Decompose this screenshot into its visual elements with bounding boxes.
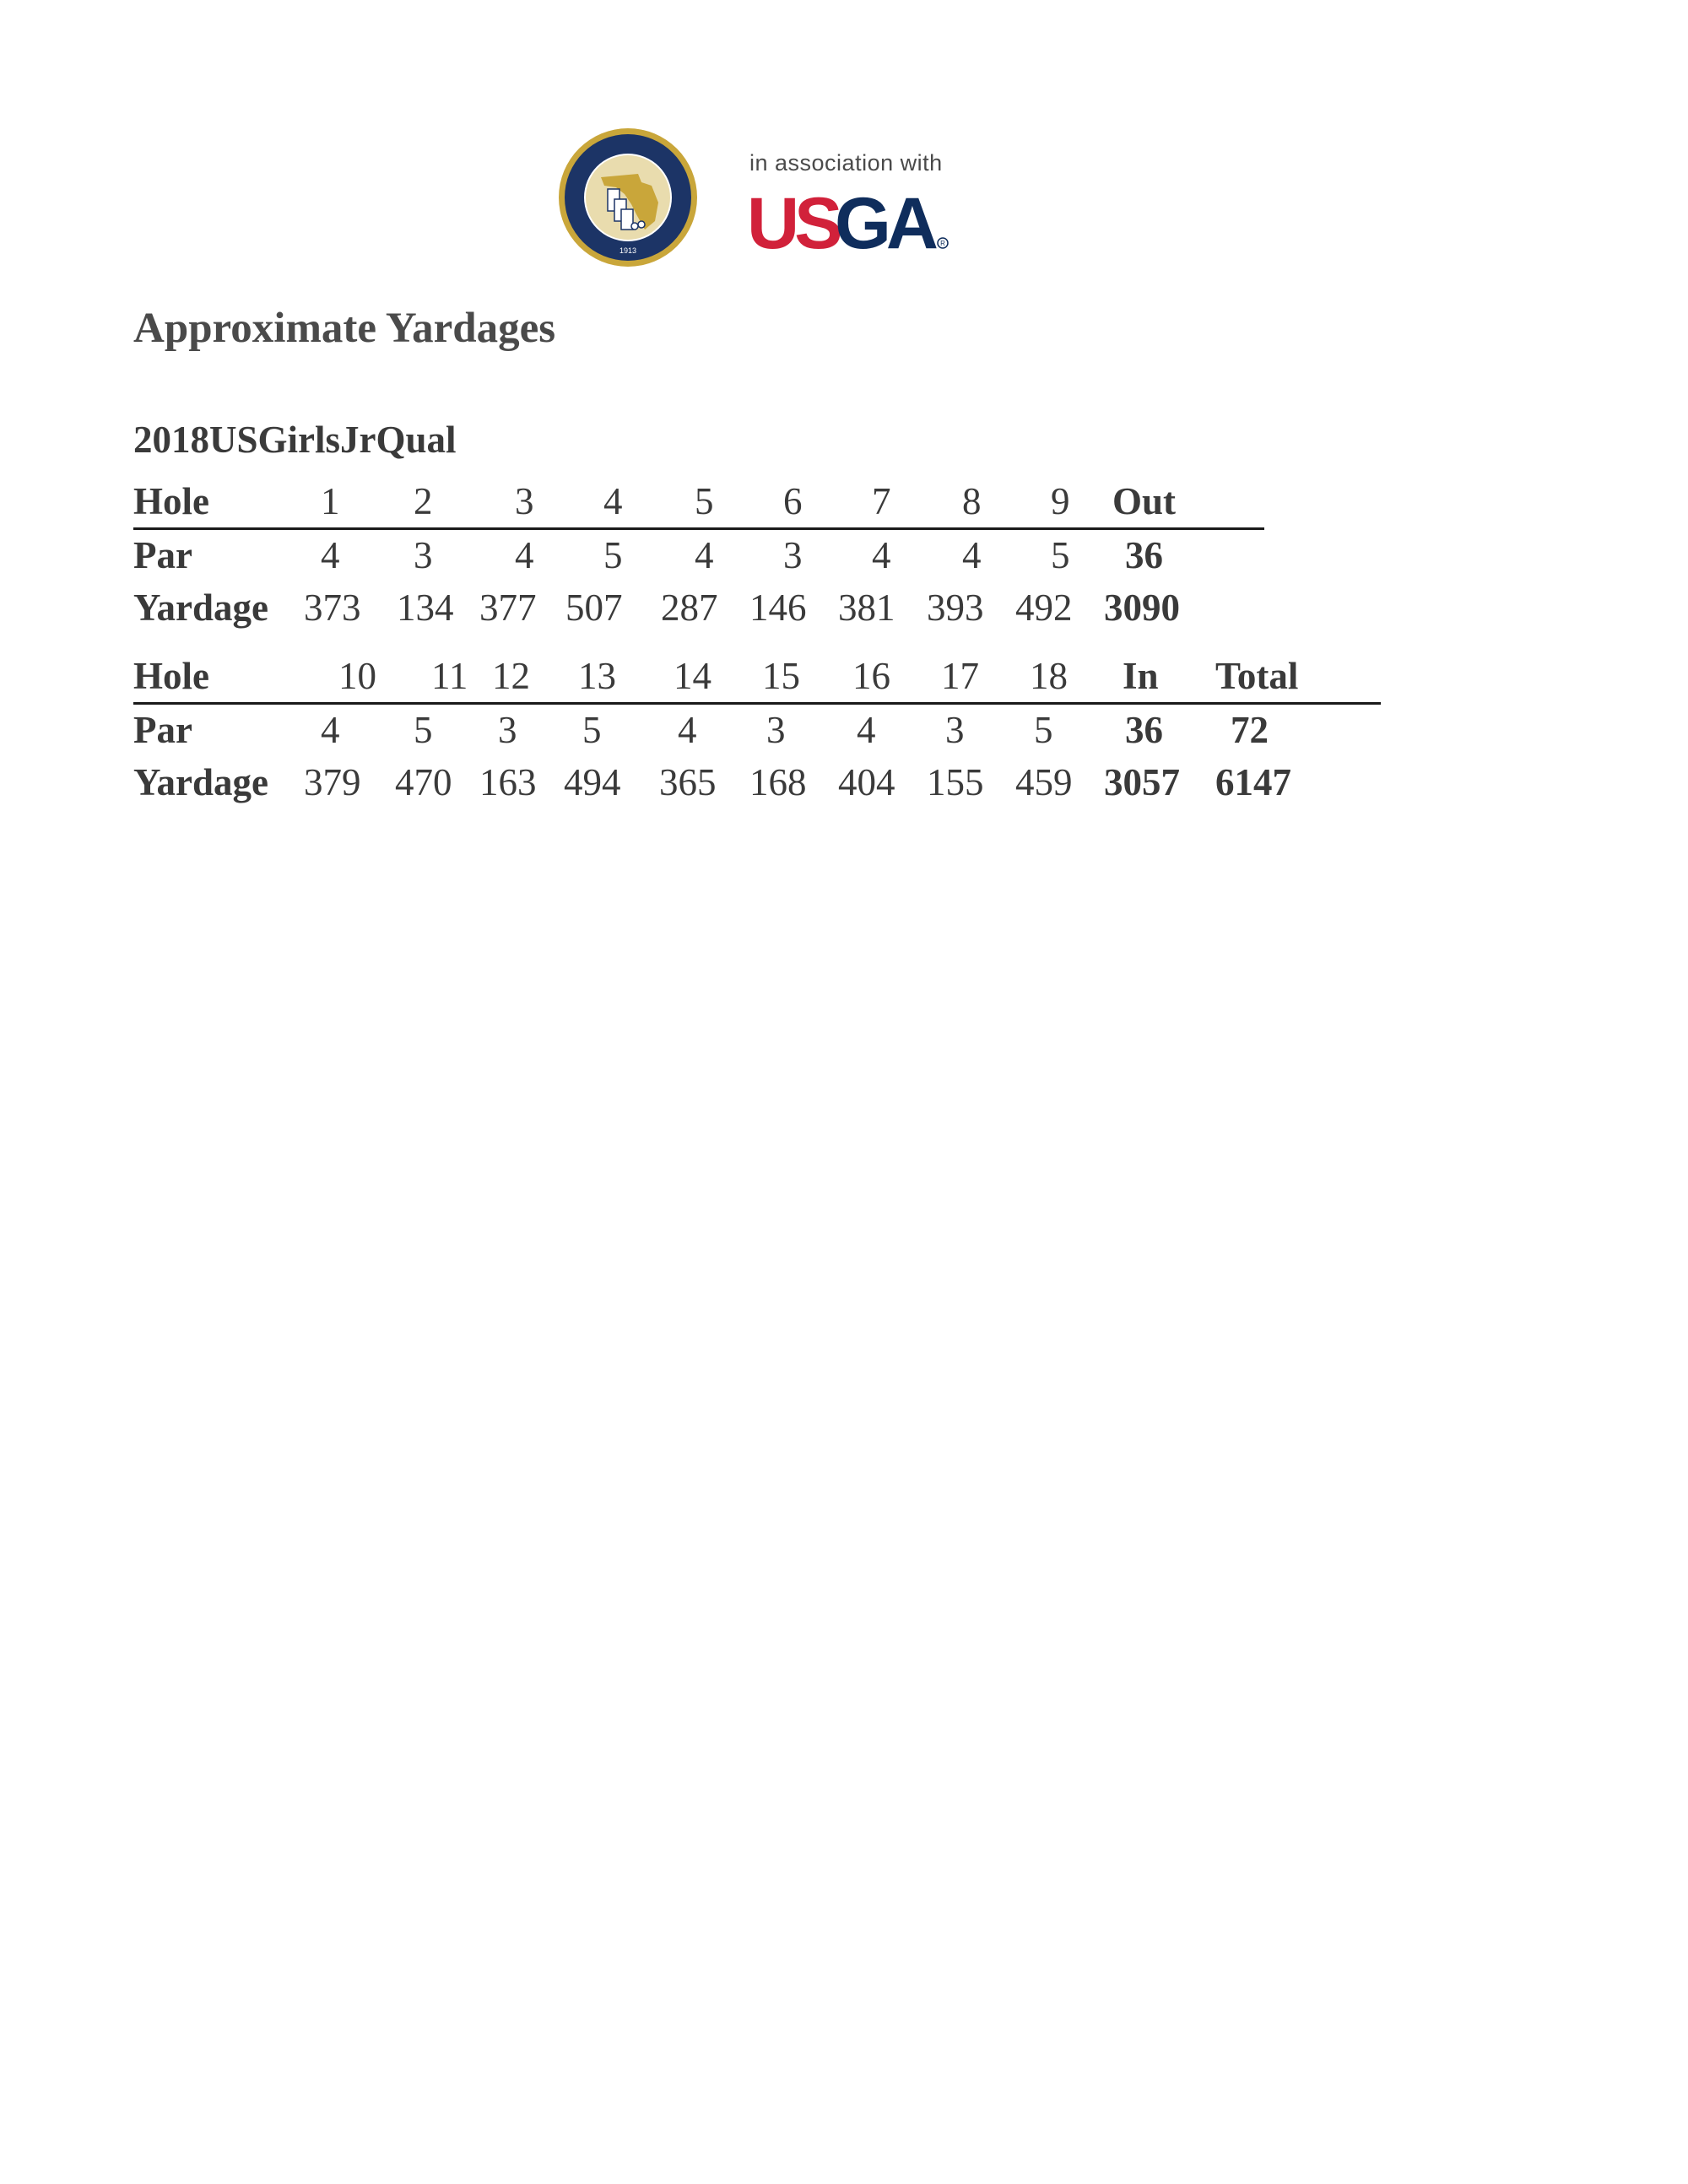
hole-number: 16 (852, 655, 890, 697)
par-value: 5 (582, 709, 602, 751)
yardage-value: 365 (659, 761, 717, 803)
par-value: 4 (962, 534, 982, 576)
yardage-value: 377 (479, 587, 537, 629)
yardage-value: 373 (304, 587, 361, 629)
yardage-value: 459 (1015, 761, 1073, 803)
course-name: 2018USGirlsJrQual (133, 419, 457, 461)
svg-text:R: R (940, 240, 945, 247)
par-value: 4 (321, 534, 340, 576)
hole-number: 3 (515, 480, 534, 522)
hole-number: 8 (962, 480, 982, 522)
par-value: 3 (766, 709, 786, 751)
par-value: 3 (945, 709, 965, 751)
row-label: Par (133, 709, 192, 751)
association-text: in association with (749, 150, 943, 176)
header-logos (557, 127, 954, 270)
yardage-value: 404 (838, 761, 895, 803)
hole-number: 18 (1030, 655, 1068, 697)
hole-number: 12 (492, 655, 530, 697)
par-value: 3 (498, 709, 517, 751)
yardage-value: 393 (927, 587, 984, 629)
hole-number: 1 (321, 480, 340, 522)
header-rule (133, 527, 1264, 530)
par-value: 4 (678, 709, 697, 751)
hole-number: 5 (695, 480, 714, 522)
svg-text:1913: 1913 (619, 246, 637, 255)
hole-number: 14 (674, 655, 711, 697)
yardage-value: 470 (395, 761, 452, 803)
par-value: 3 (783, 534, 803, 576)
row-label: Par (133, 534, 192, 576)
yardage-value: 163 (479, 761, 537, 803)
back-nine-table (133, 654, 1382, 823)
svg-text:US: US (747, 186, 838, 262)
hole-number: 7 (872, 480, 891, 522)
yardage-value: 379 (304, 761, 361, 803)
out-label: Out (1112, 480, 1177, 522)
yardage-value: 146 (749, 587, 807, 629)
yardage-value: 494 (564, 761, 621, 803)
hole-number: 11 (431, 655, 468, 697)
par-value: 4 (515, 534, 534, 576)
hole-number: 15 (762, 655, 800, 697)
row-label: Yardage (133, 761, 268, 803)
yardage-value: 134 (397, 587, 454, 629)
hole-number: 9 (1051, 480, 1070, 522)
yardage-value: 168 (749, 761, 807, 803)
fsga-seal-logo (557, 127, 699, 268)
svg-text:GA: GA (835, 186, 933, 262)
par-value: 3 (414, 534, 433, 576)
par-value: 4 (695, 534, 714, 576)
yardage-value: 381 (838, 587, 895, 629)
hole-number: 2 (414, 480, 433, 522)
hole-number: 10 (338, 655, 376, 697)
par-value: 4 (321, 709, 340, 751)
header-rule (133, 702, 1381, 705)
par-value: 5 (414, 709, 433, 751)
par-value: 5 (1034, 709, 1053, 751)
total-label: Total (1215, 655, 1299, 697)
yardage-value: 492 (1015, 587, 1073, 629)
hole-number: 13 (578, 655, 616, 697)
par-value: 5 (1051, 534, 1070, 576)
usga-logo (747, 186, 954, 262)
par-value: 4 (857, 709, 876, 751)
par-value: 4 (872, 534, 891, 576)
par-value: 5 (603, 534, 623, 576)
yardage-grand-total: 6147 (1215, 761, 1291, 803)
par-grand-total: 72 (1231, 709, 1269, 751)
hole-number: 6 (783, 480, 803, 522)
par-in-total: 36 (1125, 709, 1163, 751)
row-label: Hole (133, 480, 209, 522)
front-nine-table (133, 479, 1273, 648)
page-title: Approximate Yardages (133, 305, 556, 352)
yardage-in-total: 3057 (1104, 761, 1180, 803)
in-label: In (1123, 655, 1159, 697)
yardage-value: 287 (661, 587, 718, 629)
yardage-value: 507 (565, 587, 623, 629)
yardage-value: 155 (927, 761, 984, 803)
hole-number: 17 (941, 655, 979, 697)
yardage-out-total: 3090 (1104, 587, 1180, 629)
hole-number: 4 (603, 480, 623, 522)
row-label: Yardage (133, 587, 268, 629)
row-label: Hole (133, 655, 209, 697)
par-out-total: 36 (1125, 534, 1163, 576)
